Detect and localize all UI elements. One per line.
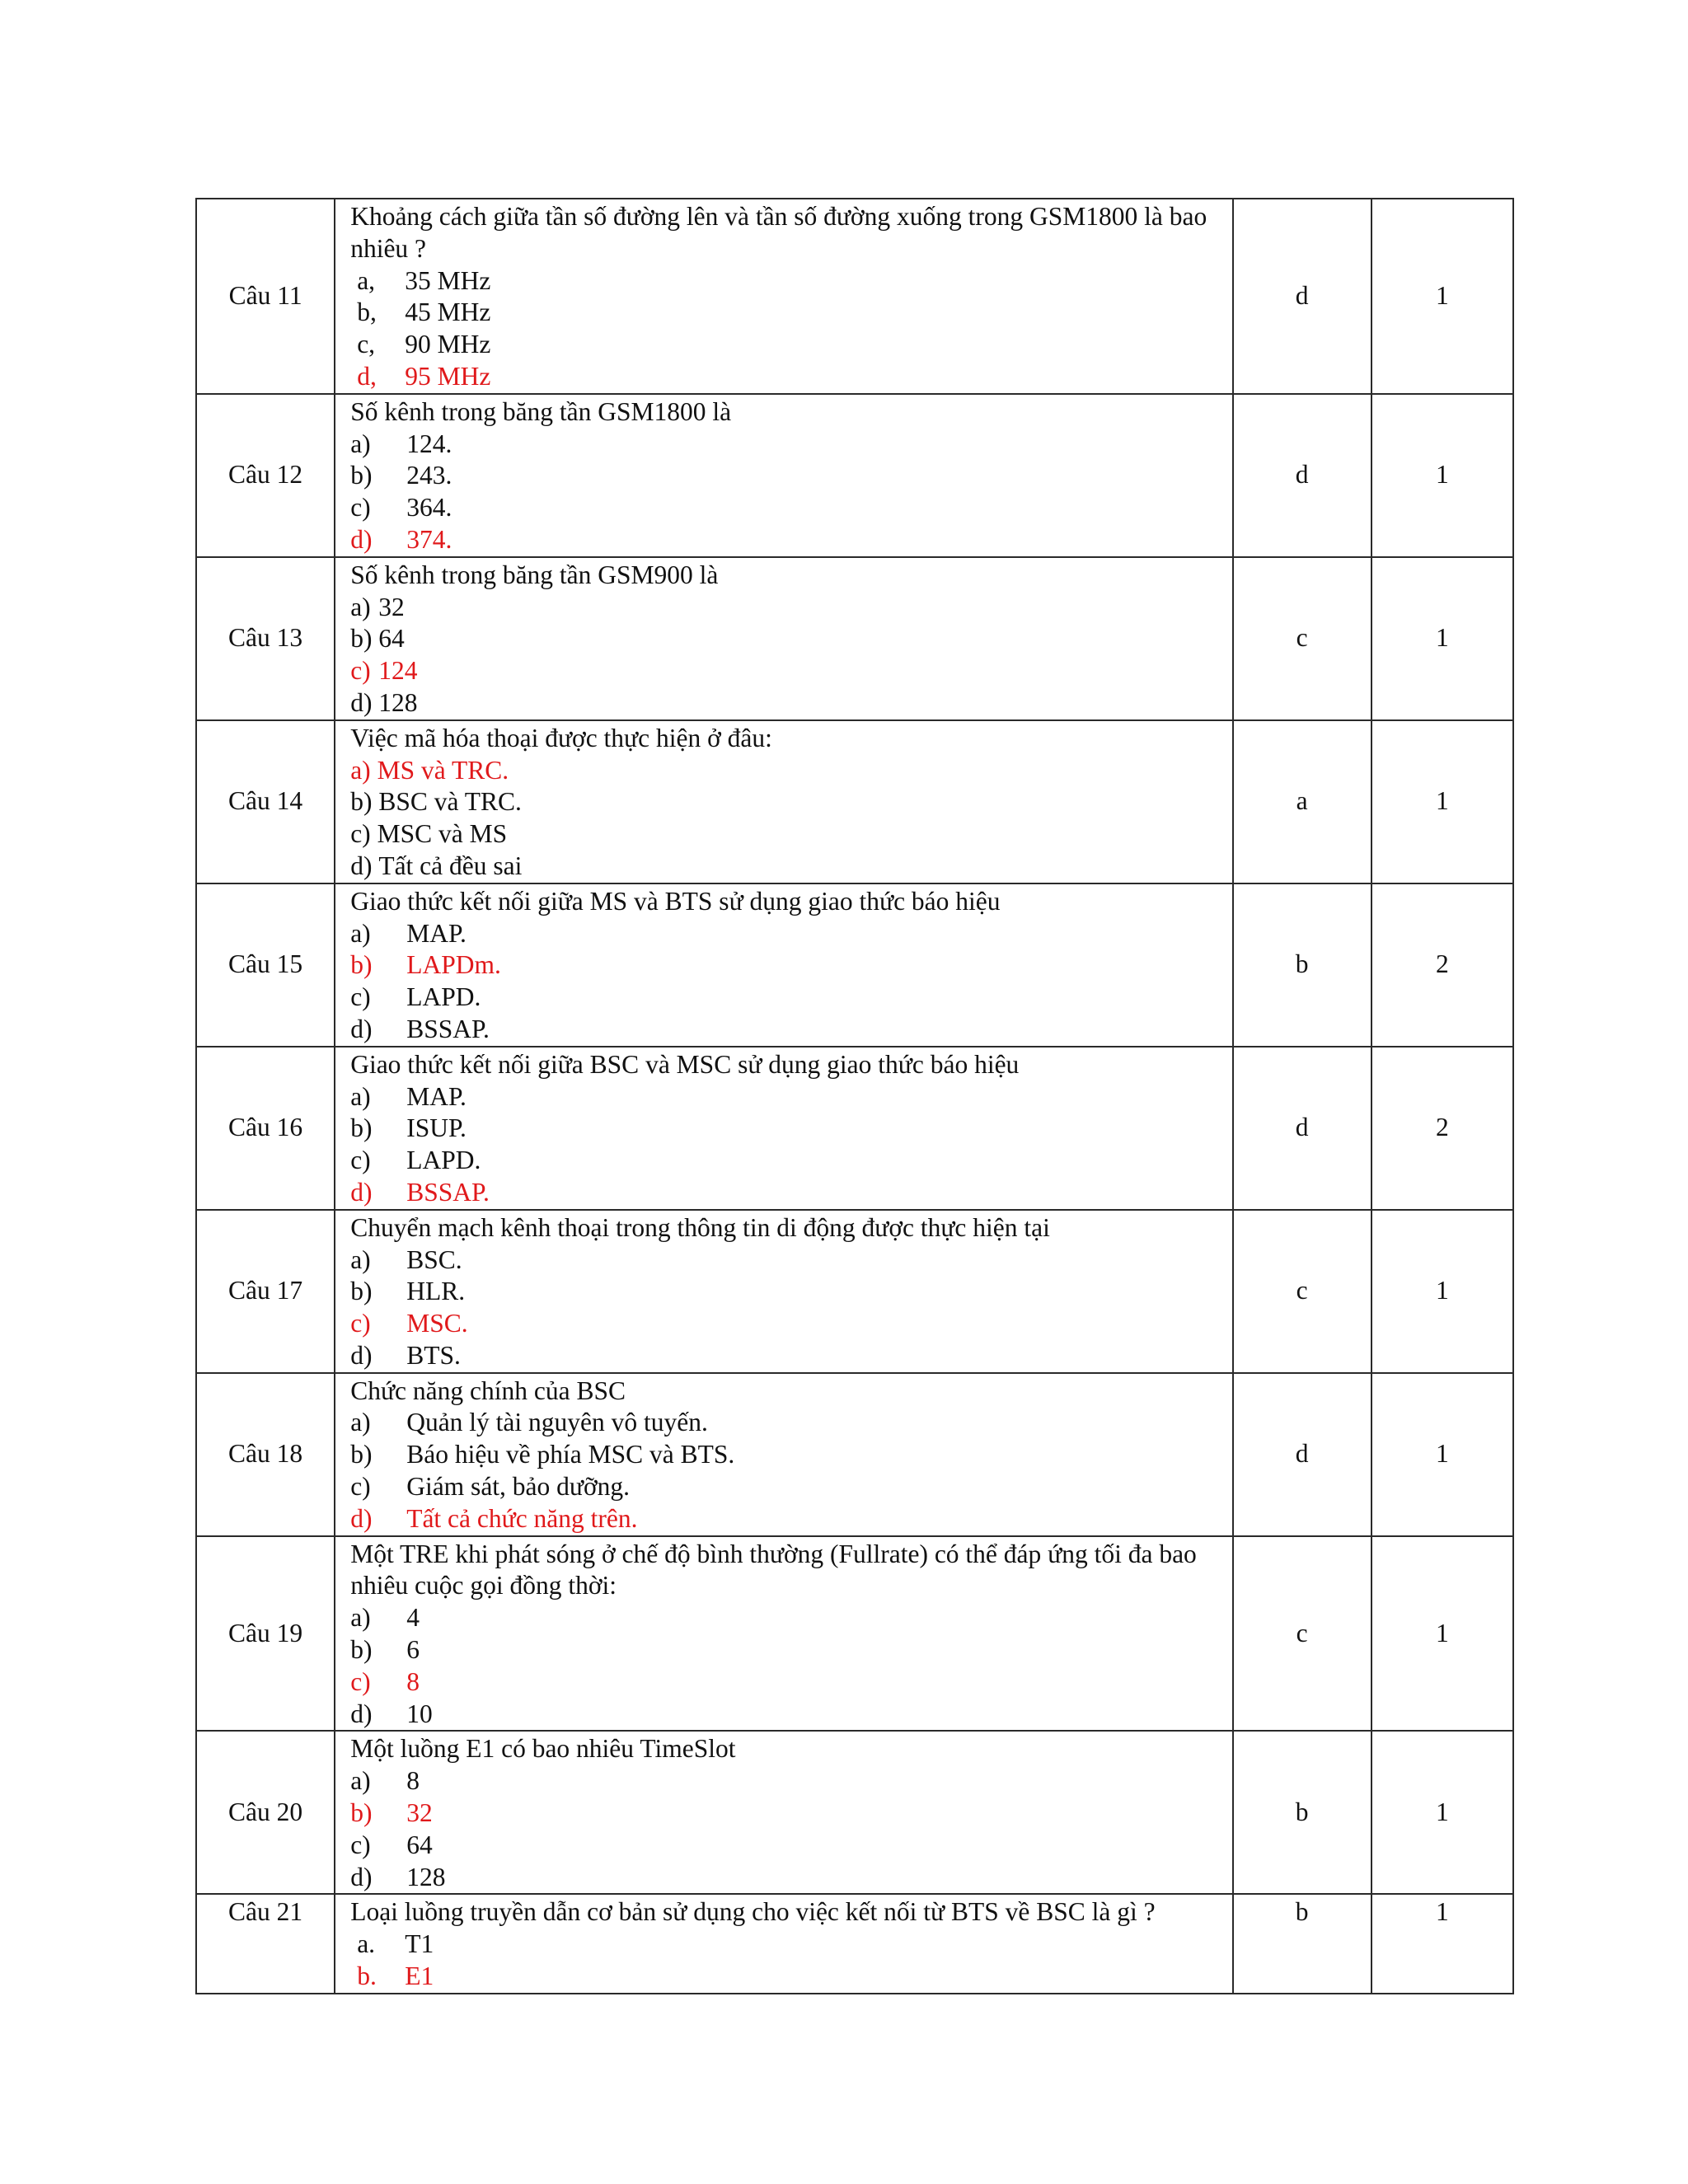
question-cell xyxy=(335,1731,1232,1894)
question-row xyxy=(196,883,1513,1047)
question-number: Câu 18 xyxy=(196,1373,335,1536)
question-text: Số kênh trong băng tần GSM1800 là xyxy=(350,396,732,426)
question-text: Một TRE khi phát sóng ở chế độ bình thường (Fullrate) có thể đáp ứng tối đa bao nhiêu cuộc gọi đồng thời: xyxy=(350,1539,1197,1601)
question-number: Câu 21 xyxy=(196,1894,335,1993)
question-number: Câu 14 xyxy=(196,720,335,883)
option: c, 90 MHz xyxy=(357,330,491,359)
option: b, 45 MHz xyxy=(357,298,491,327)
question-text: Số kênh trong băng tần GSM900 là xyxy=(350,560,719,589)
points: 1 xyxy=(1372,1894,1513,1993)
points: 1 xyxy=(1372,720,1513,883)
question-number: Câu 12 xyxy=(196,394,335,557)
option-correct: a) MS và TRC. xyxy=(350,755,509,785)
option: d) 10 xyxy=(350,1699,433,1728)
points: 1 xyxy=(1372,199,1513,394)
question-text: Chuyển mạch kênh thoại trong thông tin di động được thực hiện tại xyxy=(350,1212,1050,1242)
quiz-table xyxy=(195,198,1514,1994)
question-number: Câu 11 xyxy=(196,199,335,394)
option: a) Quản lý tài nguyên vô tuyến. xyxy=(350,1408,708,1437)
option-correct: b) LAPDm. xyxy=(350,950,501,980)
question-text: Loại luồng truyền dẫn cơ bản sử dụng cho việc kết nối từ BTS về BSC là gì ? xyxy=(350,1897,1156,1927)
question-number: Câu 15 xyxy=(196,883,335,1047)
question-text: Việc mã hóa thoại được thực hiện ở đâu: xyxy=(350,723,772,752)
question-text: Giao thức kết nối giữa MS và BTS sử dụng giao thức báo hiệu xyxy=(350,886,1001,916)
option: d) Tất cả đều sai xyxy=(350,851,523,880)
question-row xyxy=(196,1047,1513,1210)
question-row xyxy=(196,1210,1513,1373)
question-row xyxy=(196,1731,1513,1894)
points: 1 xyxy=(1372,1731,1513,1894)
option: b) 243. xyxy=(350,461,452,490)
question-number: Câu 20 xyxy=(196,1731,335,1894)
points: 2 xyxy=(1372,1047,1513,1210)
option-correct: b) 32 xyxy=(350,1798,433,1828)
option: a) 32 xyxy=(350,592,405,621)
question-number: Câu 19 xyxy=(196,1536,335,1732)
question-cell xyxy=(335,883,1232,1047)
question-cell xyxy=(335,1894,1232,1993)
points: 1 xyxy=(1372,394,1513,557)
option: a) MAP. xyxy=(350,918,467,948)
answer-key: d xyxy=(1233,199,1372,394)
option: a. T1 xyxy=(357,1929,434,1959)
question-number: Câu 16 xyxy=(196,1047,335,1210)
option: c) 64 xyxy=(350,1830,433,1859)
question-row xyxy=(196,394,1513,557)
points: 2 xyxy=(1372,883,1513,1047)
question-row xyxy=(196,1536,1513,1732)
answer-key: c xyxy=(1233,1536,1372,1732)
option: a) 124. xyxy=(350,429,452,458)
question-number: Câu 13 xyxy=(196,557,335,720)
points: 1 xyxy=(1372,1536,1513,1732)
question-text: Chức năng chính của BSC xyxy=(350,1376,626,1405)
option: d) BSSAP. xyxy=(350,1014,490,1043)
question-cell xyxy=(335,1373,1232,1536)
option: c) LAPD. xyxy=(350,1146,481,1175)
option: c) Giám sát, bảo dưỡng. xyxy=(350,1472,631,1502)
answer-key: d xyxy=(1233,1047,1372,1210)
question-row xyxy=(196,720,1513,883)
option: b) HLR. xyxy=(350,1277,466,1306)
option: c) MSC và MS xyxy=(350,819,508,849)
option: d) BTS. xyxy=(350,1340,461,1370)
question-cell xyxy=(335,1536,1232,1732)
question-row xyxy=(196,557,1513,720)
answer-key: b xyxy=(1233,1731,1372,1894)
option: b) ISUP. xyxy=(350,1113,467,1143)
question-row xyxy=(196,199,1513,394)
option: a) MAP. xyxy=(350,1081,467,1111)
option: d) 128 xyxy=(350,1862,446,1891)
question-cell xyxy=(335,1047,1232,1210)
points: 1 xyxy=(1372,557,1513,720)
question-row xyxy=(196,1373,1513,1536)
answer-key: b xyxy=(1233,883,1372,1047)
option: a) 8 xyxy=(350,1766,420,1796)
option: a) BSC. xyxy=(350,1244,462,1274)
question-row xyxy=(196,1894,1513,1993)
question-text: Một luồng E1 có bao nhiêu TimeSlot xyxy=(350,1734,736,1764)
answer-key: d xyxy=(1233,394,1372,557)
question-text: Khoảng cách giữa tần số đường lên và tần số đường xuống trong GSM1800 là bao nhiêu ? xyxy=(350,202,1207,263)
option: d) 128 xyxy=(350,687,418,717)
option: b) Báo hiệu về phía MSC và BTS. xyxy=(350,1440,735,1469)
option: c) 364. xyxy=(350,493,452,523)
answer-key: b xyxy=(1233,1894,1372,1993)
question-cell xyxy=(335,1210,1232,1373)
option: b) 64 xyxy=(350,624,405,654)
option-correct: d) BSSAP. xyxy=(350,1177,490,1207)
option-correct: b. E1 xyxy=(357,1961,434,1991)
option: c) LAPD. xyxy=(350,982,481,1012)
question-cell xyxy=(335,394,1232,557)
option-correct: d) 374. xyxy=(350,524,452,554)
option-correct: c) 124 xyxy=(350,656,418,686)
option-correct: c) MSC. xyxy=(350,1309,468,1338)
option: a, 35 MHz xyxy=(357,265,491,295)
answer-key: d xyxy=(1233,1373,1372,1536)
option-correct: c) 8 xyxy=(350,1666,420,1696)
option-correct: d, 95 MHz xyxy=(357,361,491,391)
points: 1 xyxy=(1372,1210,1513,1373)
question-number: Câu 17 xyxy=(196,1210,335,1373)
question-text: Giao thức kết nối giữa BSC và MSC sử dụng giao thức báo hiệu xyxy=(350,1049,1020,1079)
option: b) 6 xyxy=(350,1635,420,1665)
option-correct: d) Tất cả chức năng trên. xyxy=(350,1503,638,1533)
question-cell xyxy=(335,720,1232,883)
question-cell xyxy=(335,199,1232,394)
answer-key: a xyxy=(1233,720,1372,883)
answer-key: c xyxy=(1233,557,1372,720)
answer-key: c xyxy=(1233,1210,1372,1373)
option: b) BSC và TRC. xyxy=(350,787,522,817)
points: 1 xyxy=(1372,1373,1513,1536)
option: a) 4 xyxy=(350,1603,420,1633)
question-cell xyxy=(335,557,1232,720)
